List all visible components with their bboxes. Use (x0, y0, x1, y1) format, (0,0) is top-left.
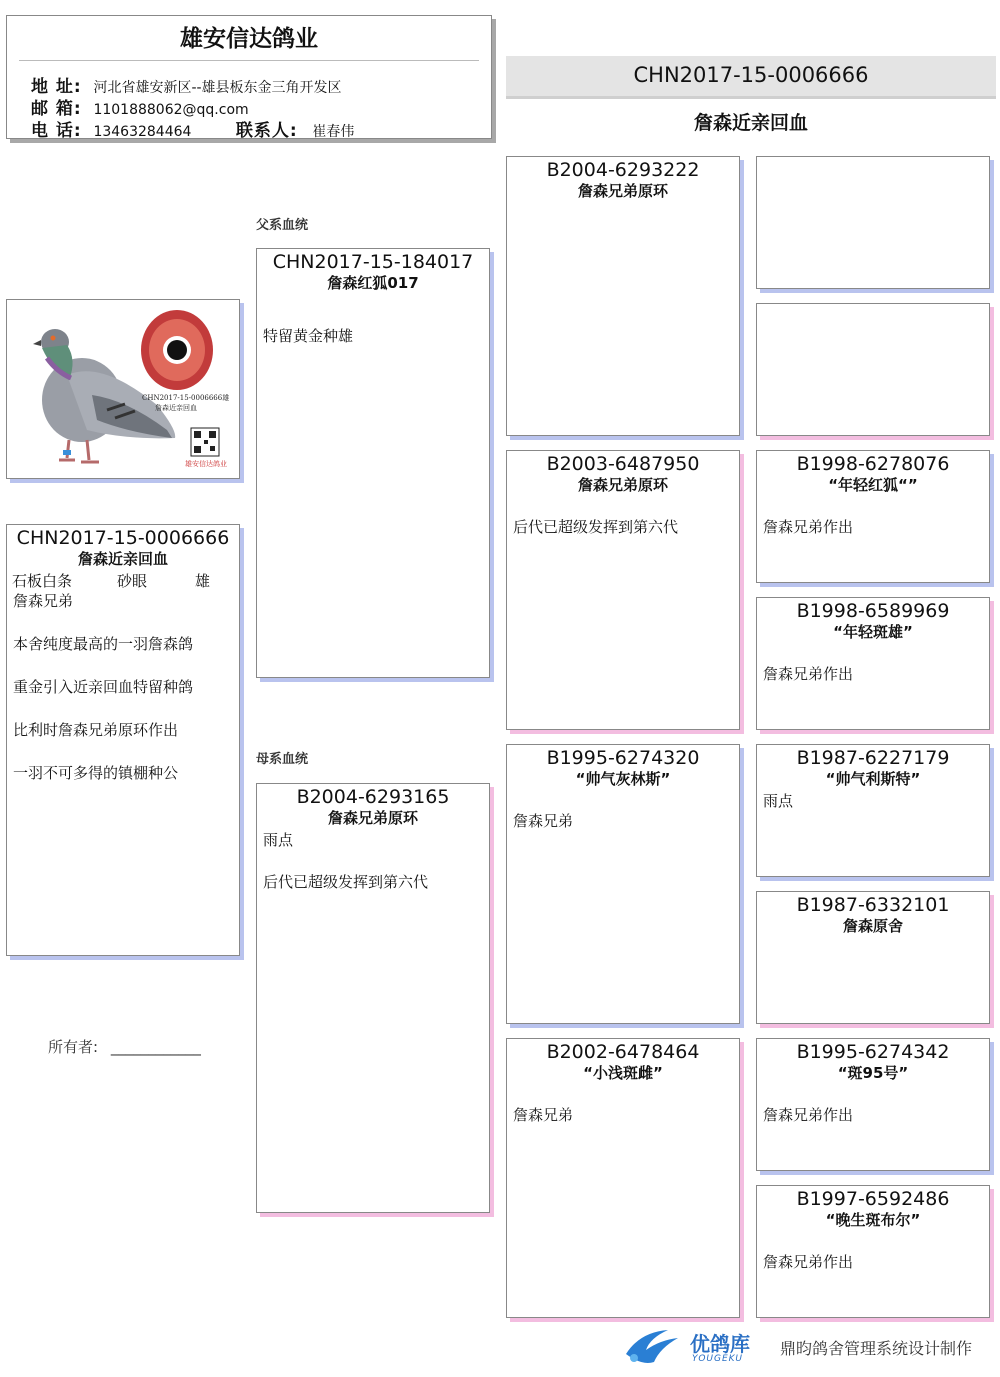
owner-line (48, 1036, 201, 1057)
g3-ring: B1998-6589969 (796, 600, 950, 622)
g3-card-empty-1 (756, 156, 990, 289)
g3-name: “年轻红狐“” (828, 476, 918, 494)
pigeon-photo (6, 299, 240, 479)
grandsire-paternal-card (506, 156, 740, 436)
divider (19, 60, 479, 61)
email-label: 邮 箱: (31, 99, 82, 119)
g3-ring: B1987-6227179 (796, 747, 950, 769)
main-pigeon-name: 詹森近亲回血 (693, 112, 808, 134)
g3-note: 詹森兄弟作出 (763, 518, 854, 536)
dam-ring: B2004-6293165 (296, 786, 450, 808)
subject-note-2: 重金引入近亲回血特留种鸽 (13, 678, 194, 696)
g3-card (756, 1185, 990, 1318)
main-ring-band (506, 56, 996, 99)
photo-caption-ring: CHN2017-15-0006666雄 (142, 394, 230, 402)
g3-name: 詹森原舍 (842, 917, 903, 935)
g3-note: 詹森兄弟作出 (763, 1106, 854, 1124)
g3-ring: B1987-6332101 (796, 894, 950, 916)
g3-name: “晚生斑布尔” (825, 1211, 921, 1229)
address-label: 地 址: (31, 77, 82, 97)
dam-card (256, 783, 490, 1213)
g3-card (756, 744, 990, 877)
dam-section-label: 母系血统 (256, 752, 309, 767)
g2-note: 詹森兄弟 (513, 812, 574, 830)
sire-note: 特留黄金种雄 (263, 327, 354, 345)
phone-row (31, 116, 354, 141)
subject-sex: 雄 (195, 572, 211, 590)
contact-label: 联系人: (235, 121, 298, 141)
phone-value: 13463284464 (93, 124, 192, 140)
owner-blank: ____________ (110, 1038, 201, 1056)
subject-line: 詹森兄弟 (13, 592, 74, 610)
subject-note-3: 比利时詹森兄弟原环作出 (13, 721, 179, 739)
g3-name: “斑95号” (837, 1064, 909, 1082)
loft-title: 雄安信达鸽业 (180, 26, 318, 52)
g2-name: “帅气灰林斯” (575, 770, 671, 788)
logo-text-cn: 优鸽库 (690, 1332, 750, 1356)
g2-ring: B2002-6478464 (546, 1041, 700, 1063)
g2-ring: B1995-6274320 (546, 747, 700, 769)
g3-card (756, 891, 990, 1024)
g3-card (756, 450, 990, 583)
logo-text-en: YOUGEKU (692, 1354, 744, 1364)
footer-credit: 鼎昀鸽舍管理系统设计制作 (780, 1339, 973, 1358)
subject-card (6, 524, 240, 956)
g2-ring: B2003-6487950 (546, 453, 700, 475)
granddam-paternal-card (506, 450, 740, 730)
g3-ring: B1997-6592486 (796, 1188, 950, 1210)
photo-caption-name: 詹森近亲回血 (155, 404, 197, 412)
sire-ring: CHN2017-15-184017 (272, 251, 474, 273)
g3-name: “年轻斑雄” (833, 623, 913, 641)
sire-name: 詹森红狐017 (327, 274, 419, 292)
g2-note: 詹森兄弟 (513, 1106, 574, 1124)
subject-note-1: 本舍纯度最高的一羽詹森鸽 (13, 635, 194, 653)
contact-value: 崔春伟 (312, 124, 355, 140)
email-value: 1101888062@qq.com (93, 102, 249, 118)
subject-eye: 砂眼 (117, 572, 148, 590)
g3-card (756, 597, 990, 730)
address-value: 河北省雄安新区--雄县板东金三角开发区 (93, 80, 342, 96)
g2-name: 詹森兄弟原环 (577, 182, 668, 200)
g3-card-empty-2 (756, 303, 990, 436)
granddam-maternal-card (506, 1038, 740, 1318)
subject-name: 詹森近亲回血 (77, 550, 168, 568)
dam-note-1: 雨点 (263, 831, 294, 849)
subject-ring: CHN2017-15-0006666 (16, 527, 230, 549)
g3-note: 詹森兄弟作出 (763, 665, 854, 683)
g3-note: 雨点 (763, 792, 794, 810)
loft-info-box (6, 15, 492, 139)
g2-name: 詹森兄弟原环 (577, 476, 668, 494)
phone-label: 电 话: (31, 121, 82, 141)
dam-note-2: 后代已超级发挥到第六代 (263, 873, 429, 891)
pigeon-illustration (7, 300, 239, 478)
sire-card (256, 248, 490, 678)
g3-ring: B1995-6274342 (796, 1041, 950, 1063)
dam-name: 詹森兄弟原环 (327, 809, 418, 827)
yougeku-logo-icon (620, 1324, 684, 1368)
sire-section-label: 父系血统 (256, 218, 309, 233)
g3-ring: B1998-6278076 (796, 453, 950, 475)
g2-note: 后代已超级发挥到第六代 (513, 518, 679, 536)
main-ring-number: CHN2017-15-0006666 (633, 63, 869, 87)
g3-card (756, 1038, 990, 1171)
owner-label: 所有者: (48, 1038, 99, 1056)
footer-branding (620, 1322, 1000, 1372)
g2-name: “小浅斑雌” (583, 1064, 663, 1082)
g3-note: 詹森兄弟作出 (763, 1253, 854, 1271)
grandsire-maternal-card (506, 744, 740, 1024)
subject-color: 石板白条 (12, 572, 73, 590)
photo-stamp: 雄安信达鸽业 (185, 460, 227, 468)
g2-ring: B2004-6293222 (546, 159, 700, 181)
g3-name: “帅气利斯特” (825, 770, 921, 788)
subject-attributes (7, 569, 239, 591)
subject-note-4: 一羽不可多得的镇棚种公 (13, 764, 179, 782)
